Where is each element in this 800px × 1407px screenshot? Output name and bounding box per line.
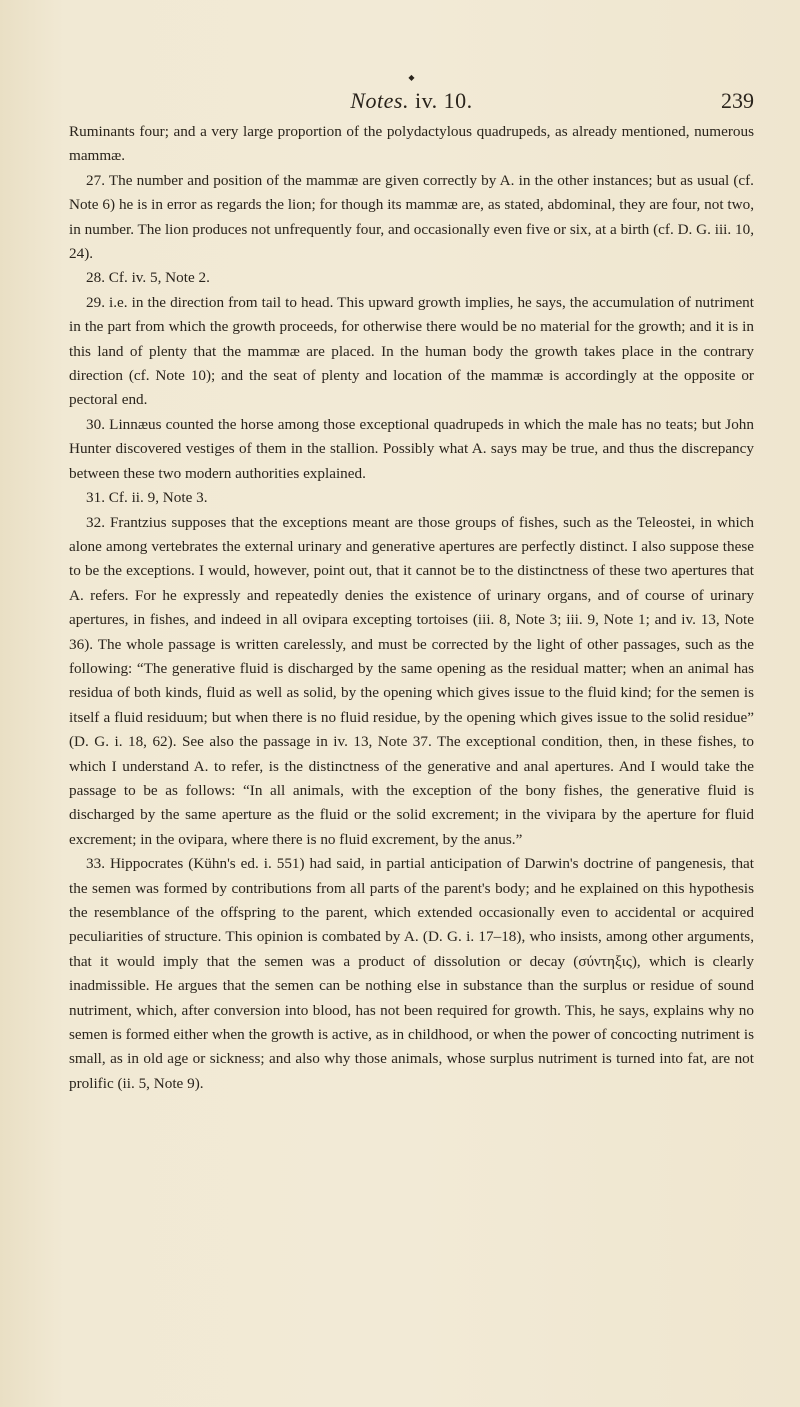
note-text: Hippocrates (Kühn's ed. i. 551) had said, in partial anticipation of Darwin's doctrine of pangenesis, that the semen was formed by contributions from all parts of the parent's body; and he explained on this hypothesis the resemblance of the offspring to the parent, which extended occasionally even to accidental or acquired peculiarities of structure. This opinion is combated by A. (D. G. i. 17–18), who insists, among other arguments, that it would imply that the semen was a product of dissolution or decay (σύντηξις), which is clearly inadmissible. He argues that the semen can be nothing else in substance than the surplus or residue of sound nutriment, which, after conversion into blood, has not been required for growth. This, he says, explains why no semen is formed either when the growth is active, as in childhood, or when the power of concocting nutriment is small, as in old age or sickness; and also why those animals, whose surplus nutriment is turned into fat, are not prolific (ii. 5, Note 9).	[69, 855, 754, 1092]
note-number: 29.	[86, 293, 105, 311]
note-number: 30.	[86, 415, 105, 433]
paragraph-text: Ruminants four; and a very large proportion of the polydactylous quadrupeds, as already mentioned, numerous mammæ.	[69, 123, 754, 165]
note-text: Frantzius supposes that the exceptions meant are those groups of fishes, such as the Teleostei, in which alone among vertebrates the external urinary and generative apertures are perfectly distinct. I also suppose these to be the exceptions. I would, however, point out, that it cannot be to the distinctness of these two apertures that A. refers. For he expressly and repeatedly denies the existence of urinary organs, and of course of urinary apertures, in fishes, and indeed in all ovipara excepting tortoises (iii. 8, Note 3; iii. 9, Note 1; and iv. 13, Note 36). The whole passage is written carelessly, and must be corrected by the light of other passages, such as the following: “The generative fluid is discharged by the same opening as the residual matter; when an animal has residua of both kinds, fluid as well as solid, by the opening which gives issue to the fluid kind; for the semen is itself a fluid residuum; but when there is no fluid residue, by the opening which gives issue to the solid residue” (D. G. i. 18, 62). See also the passage in iv. 13, Note 37. The exceptional condition, then, in these fishes, to which I understand A. to refer, is the distinctness of the generative and anal apertures. And I would take the passage to be as follows: “In all animals, with the exception of the bony fishes, the generative fluid is discharged by the same aperture as the fluid or the solid excrement; in the vivipara by the aperture for fluid excrement; in the ovipara, where there is no fluid excrement, by the anus.”	[69, 513, 754, 848]
note-text: i.e. in the direction from tail to head. This upward growth implies, he says, the accumulation of nutriment in the part from which the growth proceeds, for otherwise there would be no material for the growth; and it is in this land of plenty that the mammæ are placed. In the human body the growth takes place in the contrary direction (cf. Note 10); and the seat of plenty and location of the mammæ is accordingly at the opposite or pectoral end.	[69, 293, 754, 409]
title-rest: iv. 10.	[408, 88, 473, 113]
note-31	[69, 486, 754, 510]
note-27	[69, 169, 754, 267]
ornament-mark: ◆	[408, 73, 415, 82]
note-number: 28.	[86, 269, 105, 287]
note-text: Linnæus counted the horse among those exceptional quadrupeds in which the male has no teats; but John Hunter discovered vestiges of them in the stallion. Possibly what A. says may be true, and thus the discrepancy between these two modern authorities explained.	[69, 415, 754, 482]
note-number: 27.	[86, 171, 105, 189]
note-29	[69, 291, 754, 413]
page-number: 239	[721, 88, 754, 113]
note-text: Cf. ii. 9, Note 3.	[108, 489, 208, 507]
running-head	[69, 0, 754, 120]
note-number: 31.	[86, 489, 105, 507]
notes-body	[69, 120, 754, 1096]
note-number: 33.	[86, 855, 105, 873]
page-title	[69, 88, 754, 114]
note-text: The number and position of the mammæ are given correctly by A. in the other instances; but as usual (cf. Note 6) he is in error as regards the lion; for though its mammæ are, as stated, abdominal, they are four, not two, in number. The lion produces not unfrequently four, and occasionally even five or six, at a birth (cf. D. G. iii. 10, 24).	[69, 171, 754, 263]
note-30	[69, 413, 754, 486]
note-33	[69, 852, 754, 1096]
note-28	[69, 266, 754, 290]
note-32	[69, 511, 754, 853]
note-text: Cf. iv. 5, Note 2.	[108, 269, 210, 287]
title-prefix: Notes.	[350, 88, 409, 113]
paragraph-continuation	[69, 120, 754, 169]
note-number: 32.	[86, 513, 105, 531]
